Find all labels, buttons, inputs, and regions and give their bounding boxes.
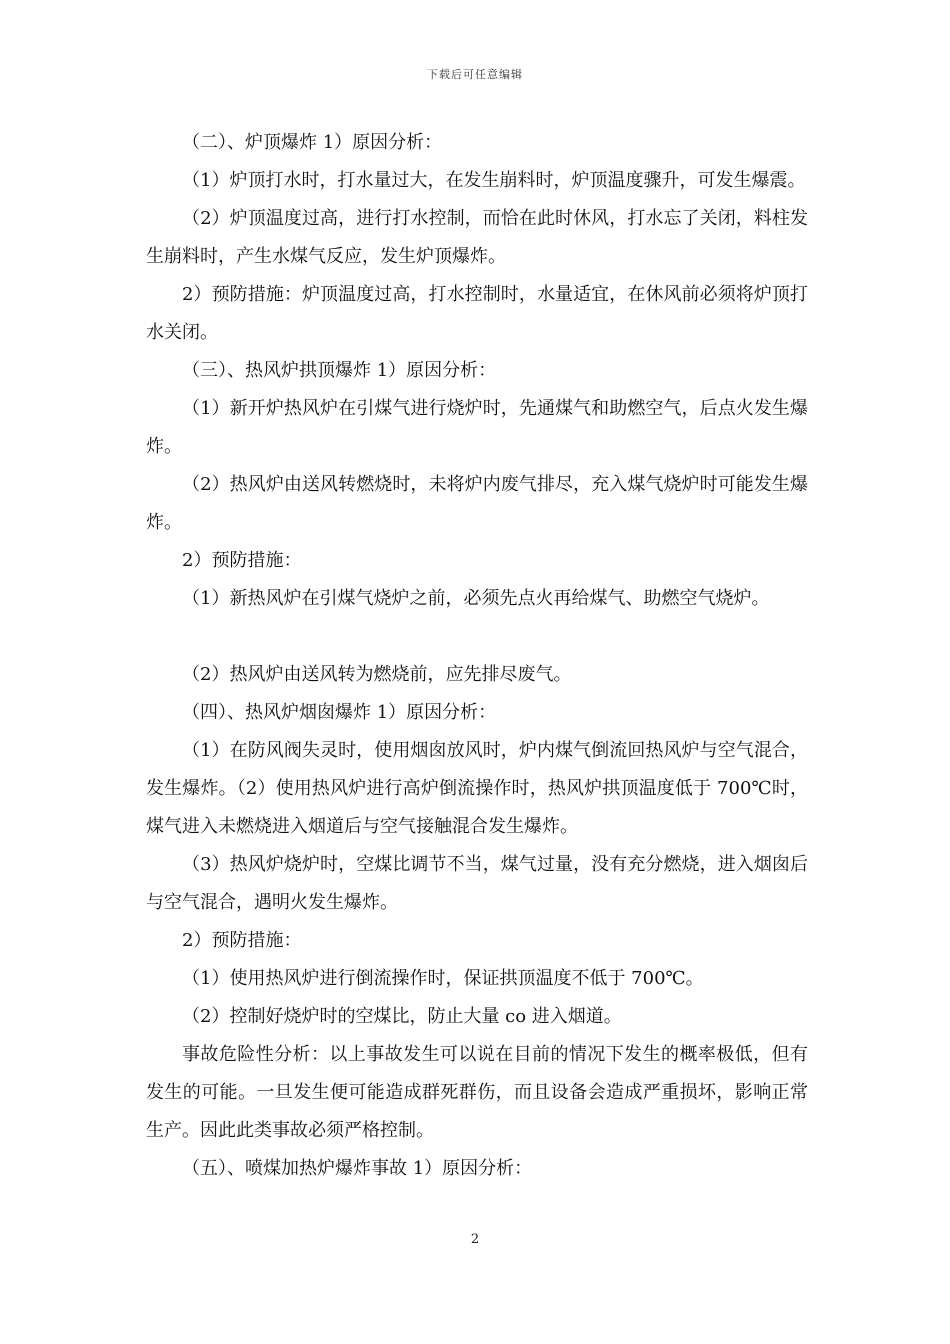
header-note: 下载后可任意编辑 — [427, 68, 523, 81]
blank-line — [146, 618, 808, 656]
page-number: 2 — [470, 1232, 480, 1247]
paragraph: （3）热风炉烧炉时，空煤比调节不当，煤气过量，没有充分燃烧，进入烟囱后与空气混合，遇明火发生爆炸。 — [146, 854, 808, 913]
paragraph: （2）热风炉由送风转为燃烧前，应先排尽废气。 — [182, 664, 572, 685]
paragraph: 2）预防措施：炉顶温度过高，打水控制时，水量适宜，在休风前必须将炉顶打水关闭。 — [146, 284, 808, 343]
paragraph: 2）预防措施： — [182, 930, 302, 951]
paragraph: 2）预防措施： — [182, 550, 302, 571]
paragraph: （2）炉顶温度过高，进行打水控制，而恰在此时休风，打水忘了关闭，料柱发生崩料时，产生水煤气反应，发生炉顶爆炸。 — [146, 208, 808, 267]
paragraph: （五）、喷煤加热炉爆炸事故 1）原因分析： — [182, 1158, 533, 1179]
document-body — [146, 124, 808, 1188]
paragraph: （1）炉顶打水时，打水量过大，在发生崩料时，炉顶温度骤升，可发生爆震。 — [182, 170, 806, 191]
paragraph: （1）新开炉热风炉在引煤气进行烧炉时，先通煤气和助燃空气，后点火发生爆炸。 — [146, 398, 808, 457]
paragraph: （1）在防风阀失灵时，使用烟囱放风时，炉内煤气倒流回热风炉与空气混合，发生爆炸。（2）使用热风炉进行高炉倒流操作时，热风炉拱顶温度低于 700℃时，煤气进入未燃烧进入烟道后与空气接触混合发生爆炸。 — [146, 740, 808, 837]
paragraph: （1）使用热风炉进行倒流操作时，保证拱顶温度不低于 700℃。 — [182, 968, 704, 989]
paragraph: 事故危险性分析：以上事故发生可以说在目前的情况下发生的概率极低，但有发生的可能。一旦发生便可能造成群死群伤，而且设备会造成严重损坏，影响正常生产。因此此类事故必须严格控制。 — [146, 1044, 808, 1141]
paragraph: （二）、炉顶爆炸 1）原因分析： — [182, 132, 443, 153]
paragraph: （三）、热风炉拱顶爆炸 1）原因分析： — [182, 360, 497, 381]
paragraph: （1）新热风炉在引煤气烧炉之前，必须先点火再给煤气、助燃空气烧炉。 — [182, 588, 770, 609]
paragraph: （2）热风炉由送风转燃烧时，未将炉内废气排尽，充入煤气烧炉时可能发生爆炸。 — [146, 474, 808, 533]
paragraph: （2）控制好烧炉时的空煤比，防止大量 co 进入烟道。 — [182, 1006, 622, 1027]
paragraph: （四）、热风炉烟囱爆炸 1）原因分析： — [182, 702, 497, 723]
